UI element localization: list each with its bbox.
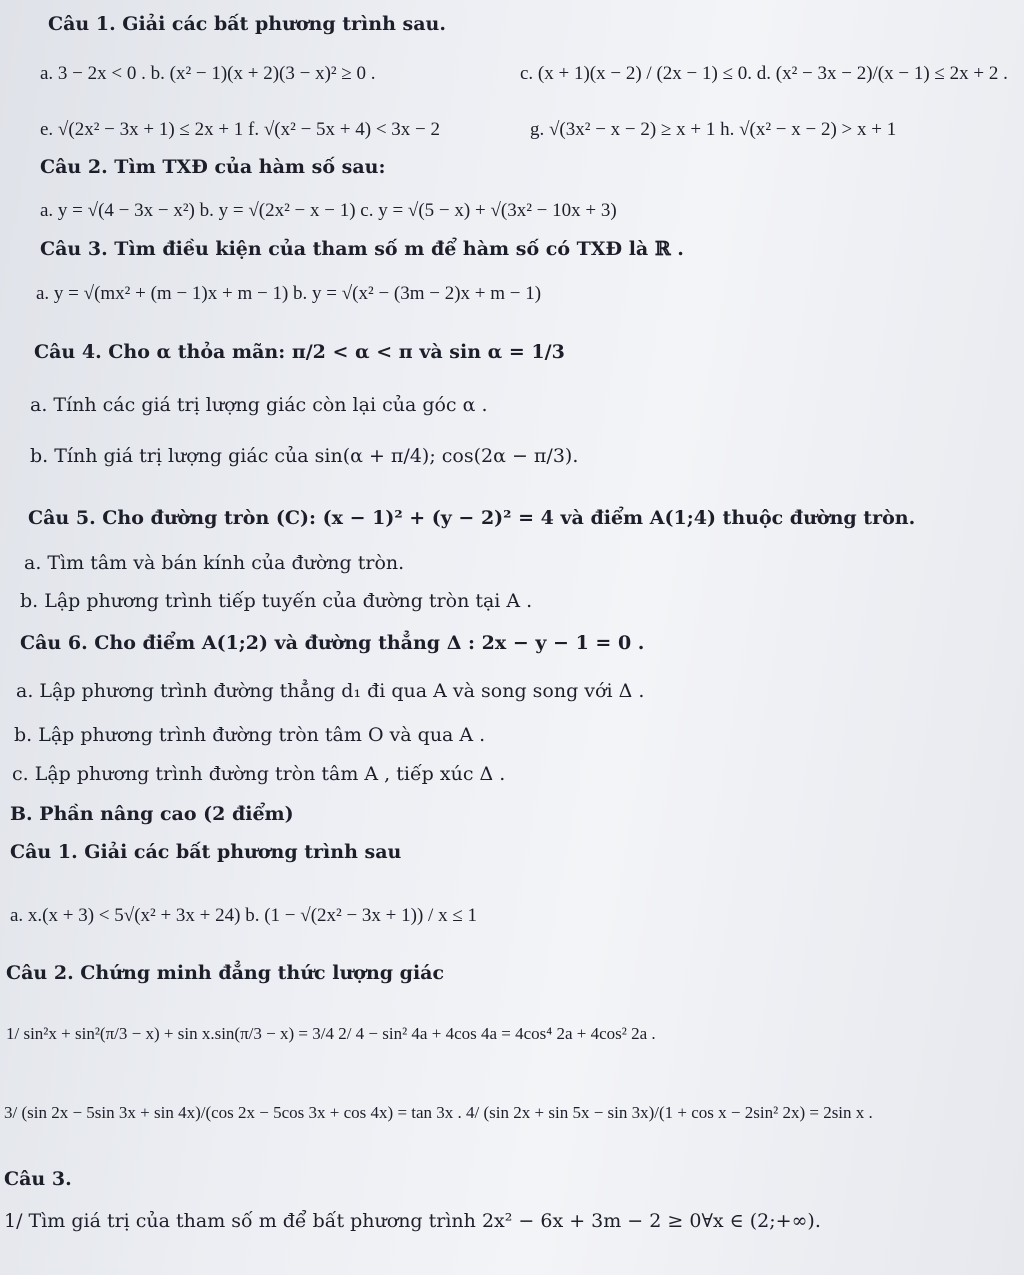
question-1-items-gh: g. √(3x² − x − 2) ≥ x + 1 h. √(x² − x − 2) > x + 1 [530, 119, 897, 140]
question-4-part-b: b. Tính giá trị lượng giác của sin(α + π/4); cos(2α − π/3). [30, 445, 579, 467]
advanced-question-1-items: a. x.(x + 3) < 5√(x² + 3x + 24) b. (1 − √(2x² − 3x + 1)) / x ≤ 1 [10, 905, 478, 926]
question-1-items-ab: a. 3 − 2x < 0 . b. (x² − 1)(x + 2)(3 − x)² ≥ 0 . [40, 63, 376, 84]
advanced-question-2-items-3-4: 3/ (sin 2x − 5sin 3x + sin 4x)/(cos 2x − 5cos 3x + cos 4x) = tan 3x . 4/ (sin 2x + sin 5x − sin 3x)/(1 + cos x − 2sin² 2x) = 2sin x . [4, 1103, 873, 1122]
question-3-items: a. y = √(mx² + (m − 1)x + m − 1) b. y = √(x² − (3m − 2)x + m − 1) [36, 283, 542, 304]
question-1-heading: Câu 1. Giải các bất phương trình sau. [48, 13, 446, 35]
advanced-question-3-item-1: 1/ Tìm giá trị của tham số m để bất phương trình 2x² − 6x + 3m − 2 ≥ 0∀x ∈ (2;+∞). [4, 1210, 821, 1232]
advanced-question-3-heading: Câu 3. [4, 1168, 72, 1190]
question-3-heading: Câu 3. Tìm điều kiện của tham số m để hàm số có TXĐ là ℝ . [40, 238, 684, 260]
question-6-part-b: b. Lập phương trình đường tròn tâm O và qua A . [14, 724, 486, 746]
question-1-items-ef: e. √(2x² − 3x + 1) ≤ 2x + 1 f. √(x² − 5x + 4) < 3x − 2 [40, 119, 441, 140]
question-4-heading: Câu 4. Cho α thỏa mãn: π/2 < α < π và sin α = 1/3 [34, 341, 565, 363]
question-2-items: a. y = √(4 − 3x − x²) b. y = √(2x² − x − 1) c. y = √(5 − x) + √(3x² − 10x + 3) [40, 200, 617, 221]
advanced-section-heading: B. Phần nâng cao (2 điểm) [10, 803, 294, 825]
advanced-question-1-heading: Câu 1. Giải các bất phương trình sau [10, 841, 402, 863]
question-5-heading: Câu 5. Cho đường tròn (C): (x − 1)² + (y − 2)² = 4 và điểm A(1;4) thuộc đường tròn. [28, 507, 916, 529]
advanced-question-2-heading: Câu 2. Chứng minh đẳng thức lượng giác [6, 962, 445, 984]
question-6-part-c: c. Lập phương trình đường tròn tâm A , tiếp xúc Δ . [12, 763, 506, 785]
question-5-part-b: b. Lập phương trình tiếp tuyến của đường tròn tại A . [20, 590, 533, 612]
question-6-heading: Câu 6. Cho điểm A(1;2) và đường thẳng Δ : 2x − y − 1 = 0 . [20, 632, 645, 654]
question-6-part-a: a. Lập phương trình đường thẳng d₁ đi qua A và song song với Δ . [16, 680, 645, 702]
question-4-part-a: a. Tính các giá trị lượng giác còn lại của góc α . [30, 394, 488, 416]
question-2-heading: Câu 2. Tìm TXĐ của hàm số sau: [40, 156, 386, 178]
question-5-part-a: a. Tìm tâm và bán kính của đường tròn. [24, 552, 405, 574]
question-1-items-cd: c. (x + 1)(x − 2) / (2x − 1) ≤ 0. d. (x² − 3x − 2)/(x − 1) ≤ 2x + 2 . [520, 63, 1008, 84]
advanced-question-2-items-1-2: 1/ sin²x + sin²(π/3 − x) + sin x.sin(π/3 − x) = 3/4 2/ 4 − sin² 4a + 4cos 4a = 4cos⁴ 2a + 4cos² 2a . [6, 1024, 656, 1043]
